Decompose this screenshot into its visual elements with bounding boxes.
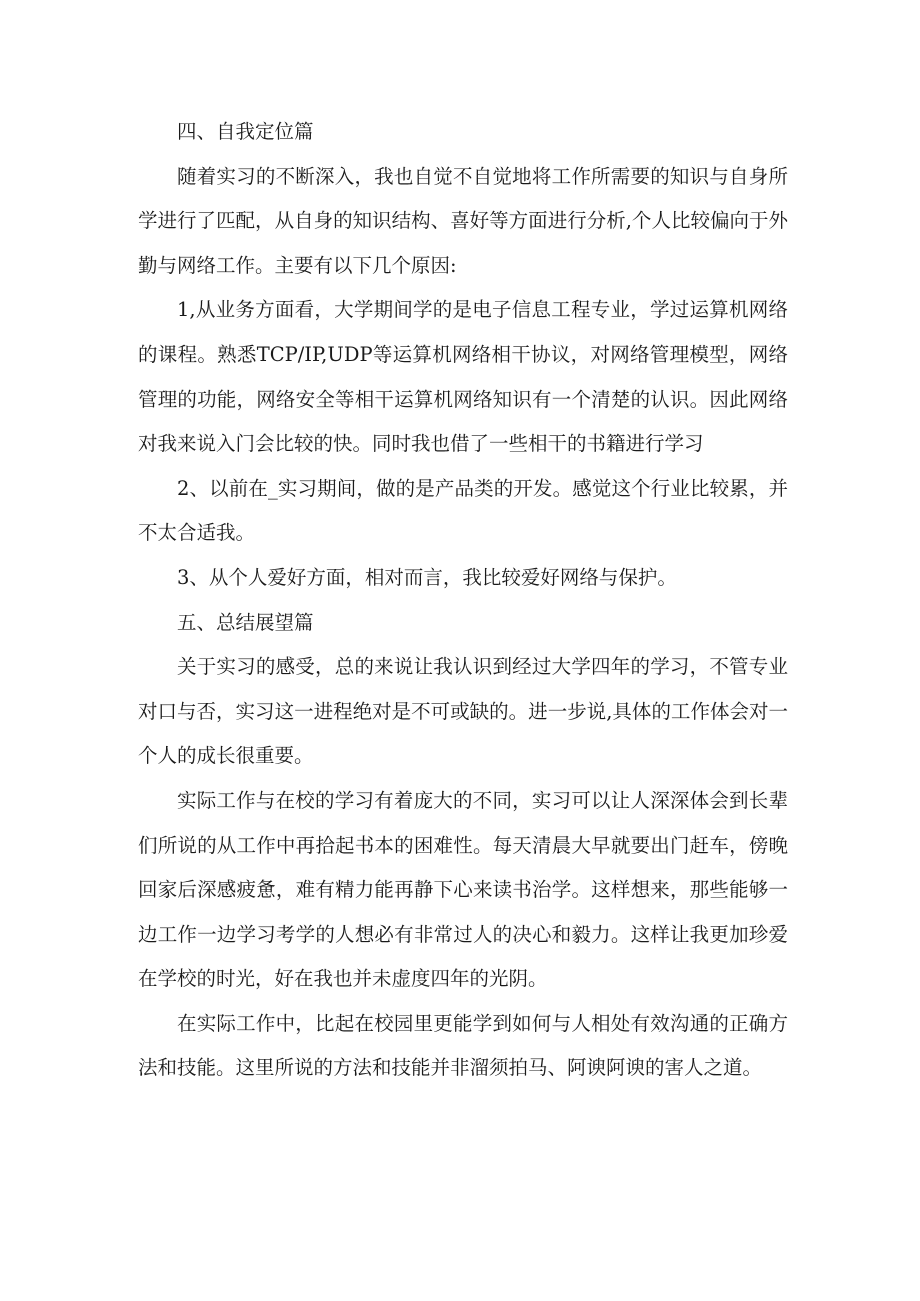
paragraph: 随着实习的不断深入，我也自觉不自觉地将工作所需要的知识与自身所学进行了匹配，从自身的知识结构、喜好等方面进行分析,个人比较偏向于外勤与网络工作。主要有以下几个原因:: [138, 164, 788, 277]
paragraph: 1,从业务方面看，大学期间学的是电子信息工程专业，学过运算机网络的课程。熟悉TCP/IP,UDP等运算机网络相干协议，对网络管理模型，网络管理的功能，网络安全等相干运算机网络知识有一个清楚的认识。因此网络对我来说入门会比较的快。同时我也借了一些相干的书籍进行学习: [138, 298, 788, 456]
paragraph: 在实际工作中，比起在校园里更能学到如何与人相处有效沟通的正确方法和技能。这里所说的方法和技能并非溜须拍马、阿谀阿谀的害人之道。: [138, 1011, 788, 1080]
section-heading-self-positioning: 四、自我定位篇: [177, 120, 314, 143]
paragraph: 2、以前在_实习期间，做的是产品类的开发。感觉这个行业比较累，并不太合适我。: [138, 476, 788, 545]
paragraph: 关于实习的感受，总的来说让我认识到经过大学四年的学习，不管专业对口与否，实习这一进程绝对是不可或缺的。进一步说,具体的工作体会对一个人的成长很重要。: [138, 655, 788, 768]
document-body: [138, 110, 788, 1091]
paragraph: 实际工作与在校的学习有着庞大的不同，实习可以让人深深体会到长辈们所说的从工作中再拾起书本的困难性。每天清晨大早就要出门赶车，傍晚回家后深感疲惫，难有精力能再静下心来读书治学。这样想来，那些能够一边工作一边学习考学的人想必有非常过人的决心和毅力。这样让我更加珍爱在学校的时光，好在我也并未虚度四年的光阴。: [138, 788, 788, 991]
paragraph: 3、从个人爱好方面，相对而言，我比较爱好网络与保护。: [177, 565, 677, 589]
section-heading-summary-outlook: 五、总结展望篇: [177, 610, 314, 634]
